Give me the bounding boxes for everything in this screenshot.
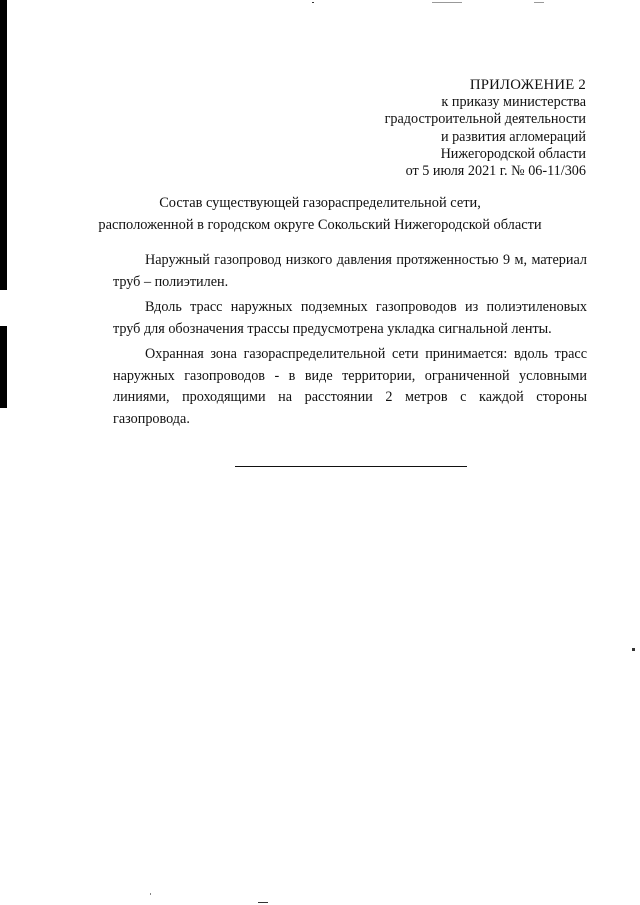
- scan-speck: [258, 902, 268, 903]
- appendix-line: к приказу министерства: [441, 94, 586, 111]
- title-line: расположенной в городском округе Сокольский Нижегородской области: [98, 216, 542, 233]
- appendix-heading: ПРИЛОЖЕНИЕ 2: [469, 77, 586, 93]
- appendix-line: градостроительной деятельности: [384, 111, 586, 128]
- scan-speck: [534, 2, 544, 3]
- body-paragraph: Наружный газопровод низкого давления протяженностью 9 м, материал труб – полиэтилен.: [113, 252, 587, 290]
- scan-speck: [312, 2, 314, 3]
- appendix-header: [385, 77, 586, 180]
- scan-speck: [432, 2, 462, 3]
- body-paragraph: Охранная зона газораспределительной сети принимается: вдоль трасс наружных газопроводов - в виде территории, ограниченной условными линиями, проходящими на расстоянии 2 метров с каждой стороны газопровода.: [113, 346, 587, 427]
- scan-speck: [150, 893, 151, 895]
- closing-rule: [235, 466, 467, 467]
- document-title: [0, 193, 640, 236]
- document-body: [113, 250, 587, 434]
- scan-artifact-middle: [0, 326, 7, 408]
- appendix-line: от 5 июля 2021 г. № 06-11/306: [405, 163, 586, 180]
- appendix-line: и развития агломераций: [440, 128, 586, 145]
- appendix-line: Нижегородской области: [440, 145, 586, 162]
- scan-artifact-top: [0, 0, 7, 290]
- body-paragraph: Вдоль трасс наружных подземных газопроводов из полиэтиленовых труб для обозначения трассы предусмотрена укладка сигнальной ленты.: [113, 299, 587, 337]
- title-line: Состав существующей газораспределительной сети,: [159, 195, 481, 211]
- scan-speck: [632, 648, 635, 651]
